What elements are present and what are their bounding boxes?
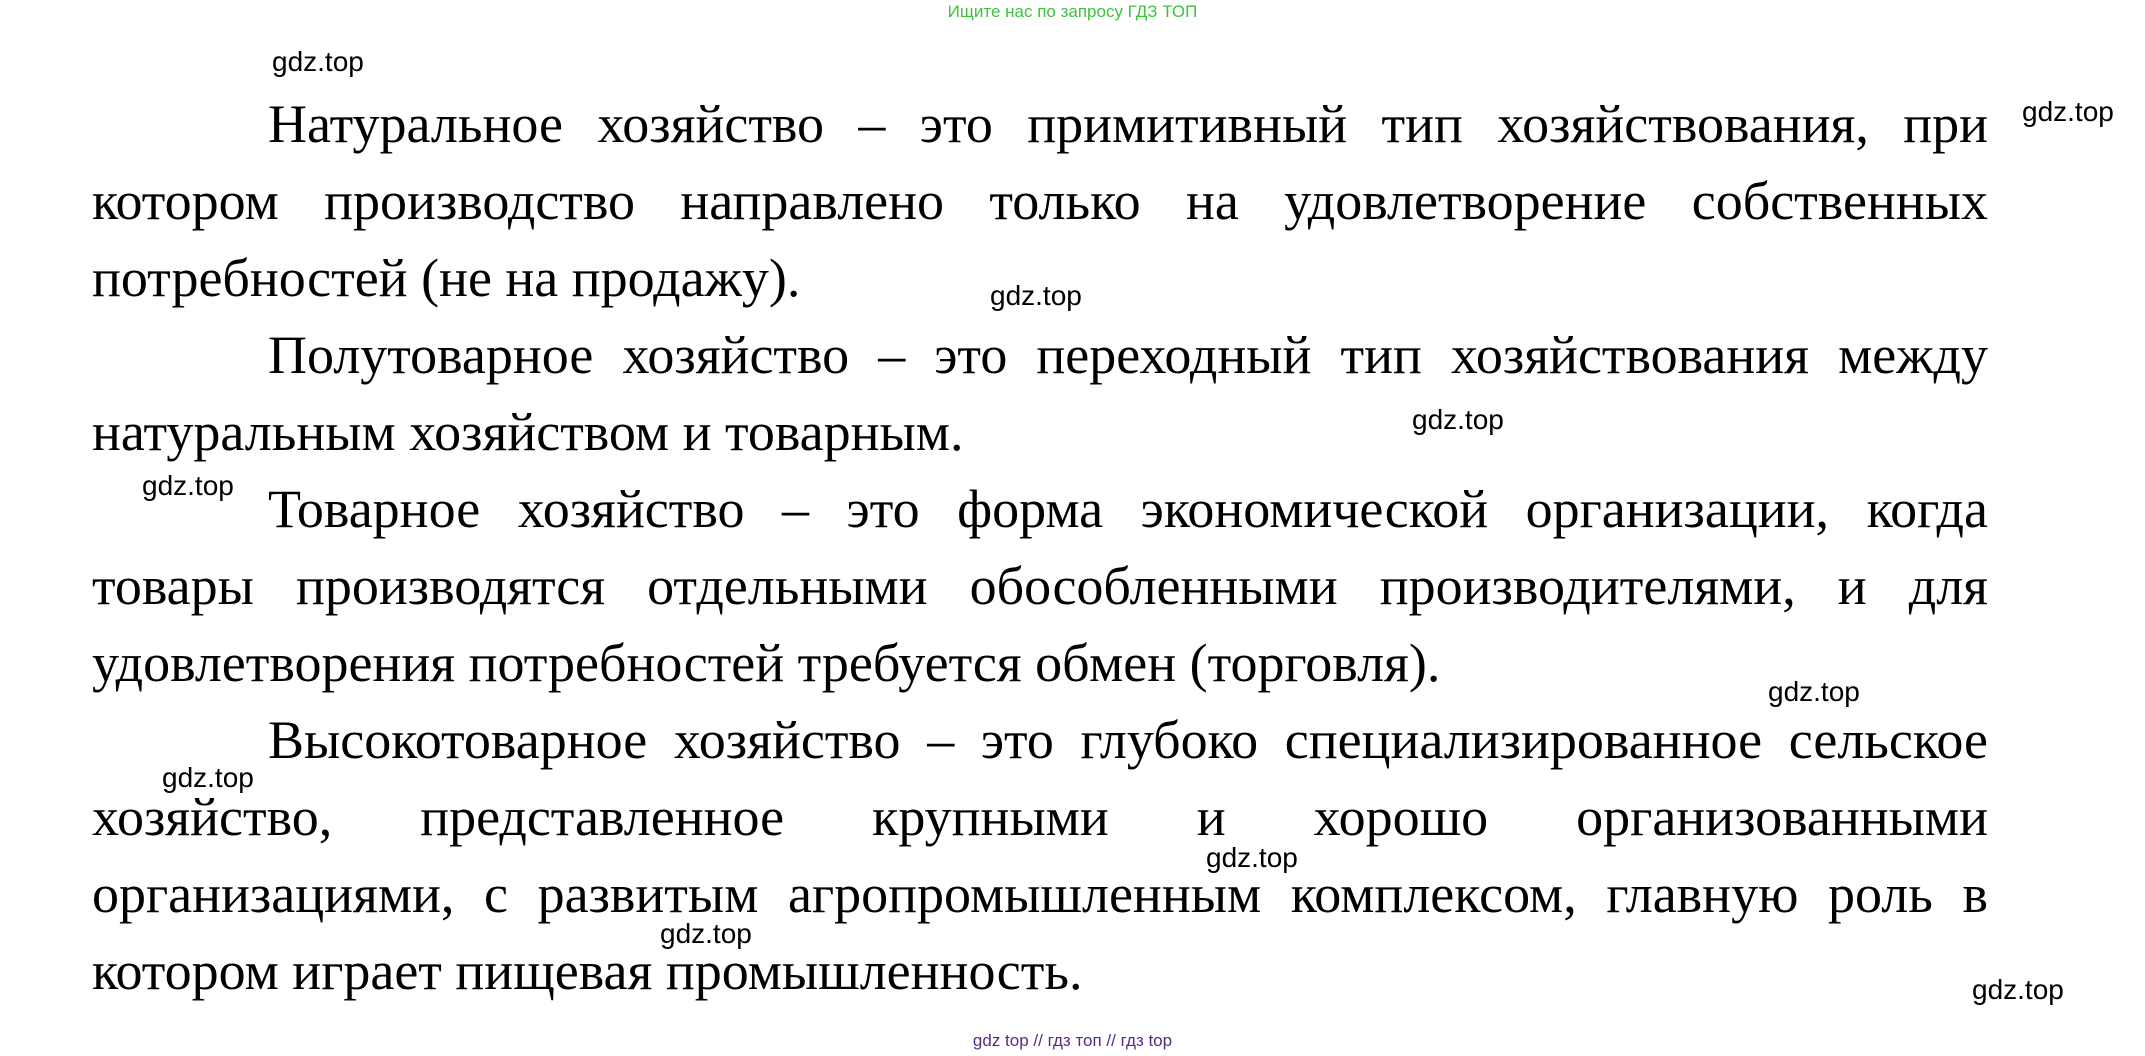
watermark: gdz.top <box>990 280 1082 311</box>
paragraph-high-commodity-economy: Высокотоварное хозяйство – это глубоко специализированное сельское хозяйство, представленное крупными и хорошо организованными организациями, с развитым агропромышленным комплексом, главную роль в котором играет пищевая промышленность. <box>92 710 1988 1001</box>
watermark: gdz.top <box>162 762 254 793</box>
watermark: gdz.top <box>660 918 752 949</box>
document-body <box>92 86 1988 1010</box>
top-banner: Ищите нас по запросу ГДЗ ТОП <box>947 2 1198 21</box>
watermark: gdz.top <box>272 46 364 77</box>
watermark: gdz.top <box>1768 676 1860 707</box>
watermark: gdz.top <box>1206 842 1298 873</box>
footer-links: gdz top // гдз топ // гдз top <box>972 1031 1173 1050</box>
watermark: gdz.top <box>1972 974 2064 1005</box>
paragraph-natural-economy: Натуральное хозяйство – это примитивный тип хозяйствования, при котором производство направлено только на удовлетворение собственных потребностей (не на продажу). <box>92 94 1988 308</box>
watermark: gdz.top <box>2022 96 2114 127</box>
watermark: gdz.top <box>142 470 234 501</box>
paragraph-commodity-economy: Товарное хозяйство – это форма экономической организации, когда товары производятся отдельными обособленными производителями, и для удовлетворения потребностей требуется обмен (торговля). <box>92 479 1988 693</box>
watermark: gdz.top <box>1412 404 1504 435</box>
paragraph-semi-commodity-economy: Полутоварное хозяйство – это переходный тип хозяйствования между натуральным хозяйством и товарным. <box>92 325 1988 462</box>
